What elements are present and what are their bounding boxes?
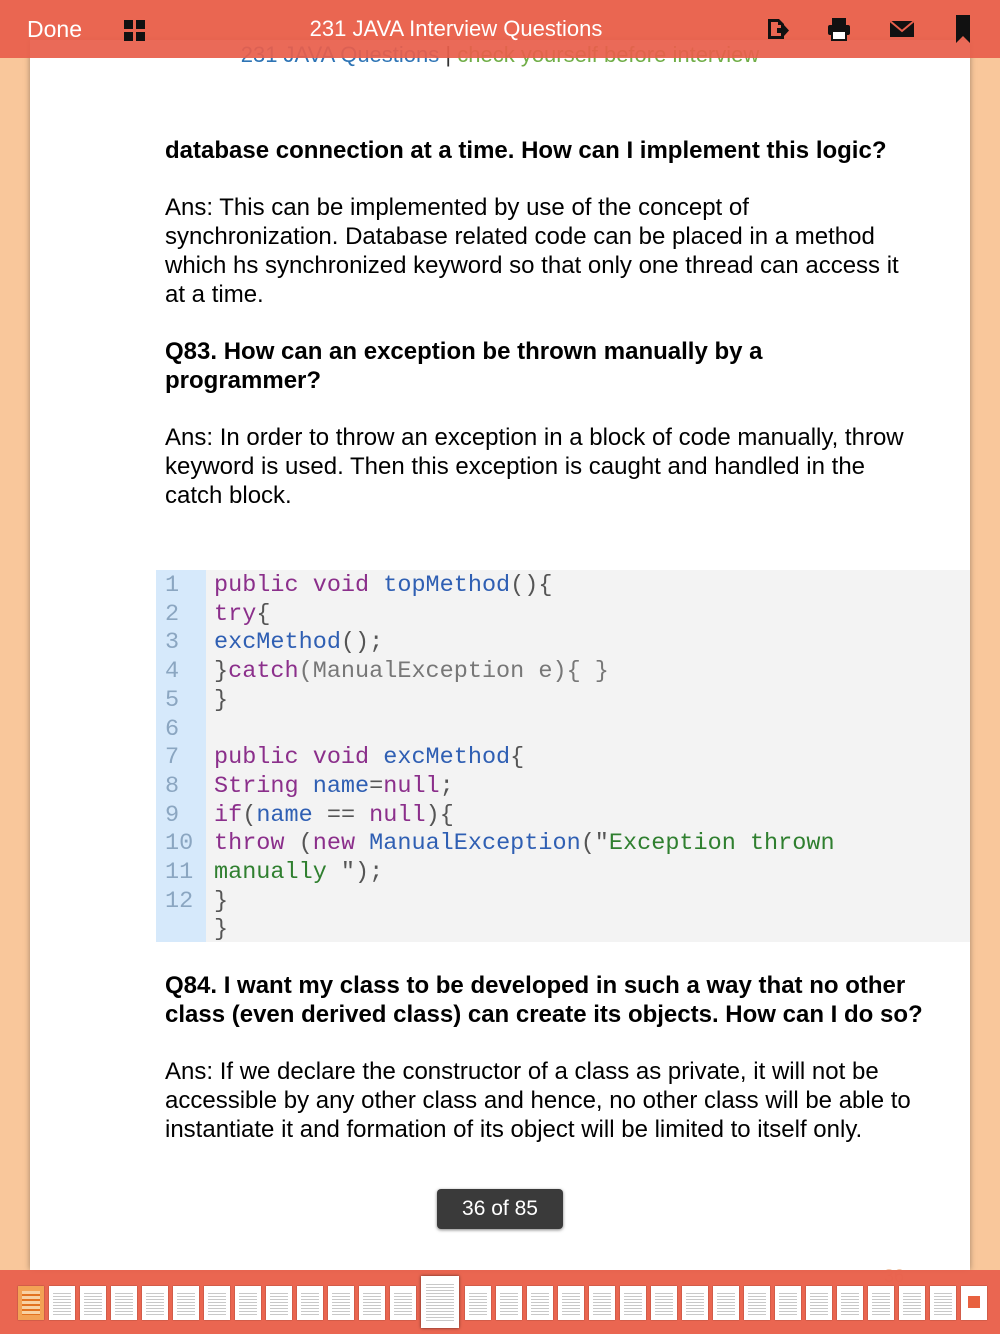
code-token: public void xyxy=(214,572,384,599)
code-token: String xyxy=(214,772,313,800)
thumbnail-preview xyxy=(872,1291,890,1315)
page-thumbnail[interactable] xyxy=(899,1286,925,1320)
thumbnail-preview xyxy=(593,1291,611,1315)
code-token: ( xyxy=(242,801,257,829)
thumbnail-preview xyxy=(239,1291,257,1315)
code-token: ; xyxy=(439,772,454,800)
page-thumbnail[interactable] xyxy=(775,1286,801,1320)
page-thumbnail[interactable] xyxy=(558,1286,584,1320)
code-text xyxy=(214,658,609,687)
code-token: try xyxy=(214,600,257,628)
page-thumbnail[interactable] xyxy=(837,1286,863,1320)
page-thumbnail[interactable] xyxy=(589,1286,615,1320)
thumbnail-preview xyxy=(779,1291,797,1315)
thumbnail-preview xyxy=(332,1291,350,1315)
thumbnail-preview xyxy=(934,1291,952,1315)
code-text xyxy=(214,888,228,917)
thumbnail-preview xyxy=(426,1282,454,1322)
code-token: public void xyxy=(214,744,384,772)
thumbnail-preview xyxy=(562,1291,580,1315)
print-icon[interactable] xyxy=(826,16,852,42)
page-thumbnail[interactable] xyxy=(496,1286,522,1320)
line-number: 7 xyxy=(165,744,180,772)
code-token: { xyxy=(510,744,525,772)
code-text xyxy=(214,830,835,859)
code-token: == xyxy=(312,801,370,829)
line-number: 4 xyxy=(165,658,180,686)
code-token: (" xyxy=(580,830,609,858)
code-token: new xyxy=(312,830,370,858)
page-thumbnail[interactable] xyxy=(806,1286,832,1320)
page-thumbnail[interactable] xyxy=(682,1286,708,1320)
thumbnail-preview xyxy=(968,1296,980,1308)
question-text: Q84. I want my class to be developed in such a way that no other class (even derived class) can create its objects. How can I do so? xyxy=(165,972,923,1028)
code-text xyxy=(214,802,454,831)
thumbnail-preview xyxy=(53,1291,71,1315)
thumbnail-preview xyxy=(208,1291,226,1315)
page-thumbnail[interactable] xyxy=(930,1286,956,1320)
thumbnail-strip[interactable] xyxy=(0,1270,1000,1334)
thumbnail-preview xyxy=(500,1291,518,1315)
thumbnail-preview xyxy=(531,1291,549,1315)
answer-text: Ans: This can be implemented by use of the concept of synchronization. Database related code can be placed in a method which hs synchronized keyword so that only one thread can access it at a time. xyxy=(165,194,899,308)
thumbnail-preview xyxy=(655,1291,673,1315)
page-thumbnail[interactable] xyxy=(111,1286,137,1320)
page-thumbnail[interactable] xyxy=(527,1286,553,1320)
thumbnail-preview xyxy=(84,1291,102,1315)
current-page-thumbnail[interactable] xyxy=(421,1276,459,1328)
bookmark-icon[interactable] xyxy=(954,14,980,40)
page-thumbnail[interactable] xyxy=(744,1286,770,1320)
thumbnail-preview xyxy=(686,1291,704,1315)
code-token: excMethod xyxy=(383,744,511,772)
mail-icon[interactable] xyxy=(889,16,915,42)
code-block xyxy=(156,570,970,942)
code-token: null xyxy=(383,772,440,800)
page-thumbnail[interactable] xyxy=(390,1286,416,1320)
code-token: throw xyxy=(214,830,299,858)
thumbnail-preview xyxy=(146,1291,164,1315)
code-text xyxy=(214,859,383,888)
question-text: Q83. How can an exception be thrown manually by a programmer? xyxy=(165,338,763,394)
line-number: 10 xyxy=(165,830,194,858)
code-token: ManualException xyxy=(369,830,581,858)
code-token: } xyxy=(214,658,229,686)
thumbnail-preview xyxy=(177,1291,195,1315)
page-thumbnail[interactable] xyxy=(328,1286,354,1320)
code-text xyxy=(214,629,383,658)
line-number: 1 xyxy=(165,572,180,599)
thumbnail-preview xyxy=(717,1291,735,1315)
page-content-bottom xyxy=(165,971,925,1172)
code-text xyxy=(214,601,270,630)
code-text xyxy=(214,744,524,773)
page-thumbnail[interactable] xyxy=(359,1286,385,1320)
line-number: 8 xyxy=(165,772,180,800)
page-thumbnail[interactable] xyxy=(235,1286,261,1320)
code-token: name xyxy=(256,801,313,829)
answer-text: Ans: If we declare the constructor of a class as private, it will not be accessible by any other class and hence, no other class will be able to instantiate it and formation of its object will be limited to itself only. xyxy=(165,1058,911,1143)
code-token: } xyxy=(214,887,229,915)
line-number: 3 xyxy=(165,629,180,657)
document-page xyxy=(30,40,970,1270)
code-token: (ManualException e){ } xyxy=(298,658,609,686)
code-text xyxy=(214,572,552,601)
thumbnail-preview xyxy=(748,1291,766,1315)
code-token: Exception thrown xyxy=(608,830,835,858)
code-token: ( xyxy=(298,830,313,858)
line-number: 2 xyxy=(165,600,180,628)
code-token: (){ xyxy=(510,572,553,599)
page-thumbnail[interactable] xyxy=(204,1286,230,1320)
thumbnail-preview xyxy=(394,1291,412,1315)
page-content-top xyxy=(165,136,925,538)
page-thumbnail[interactable] xyxy=(297,1286,323,1320)
page-indicator: 36 of 85 xyxy=(437,1189,563,1229)
code-token: topMethod xyxy=(383,572,511,599)
thumbnail-preview xyxy=(115,1291,133,1315)
thumbnail-preview xyxy=(903,1291,921,1315)
page-thumbnail[interactable] xyxy=(651,1286,677,1320)
code-token: } xyxy=(214,686,229,714)
code-text xyxy=(214,916,228,945)
line-number: 11 xyxy=(165,859,194,886)
page-thumbnail[interactable] xyxy=(266,1286,292,1320)
code-token: "); xyxy=(340,859,384,886)
page-thumbnail[interactable] xyxy=(961,1286,987,1320)
code-token: = xyxy=(369,772,384,800)
page-thumbnail[interactable] xyxy=(465,1286,491,1320)
code-token: if xyxy=(214,801,243,829)
question-text: database connection at a time. How can I implement this logic? xyxy=(165,137,887,164)
code-token: excMethod xyxy=(214,629,341,657)
page-thumbnail[interactable] xyxy=(80,1286,106,1320)
page-thumbnail[interactable] xyxy=(142,1286,168,1320)
code-token: manually xyxy=(214,859,341,886)
line-number: 9 xyxy=(165,801,180,829)
line-number: 5 xyxy=(165,686,180,714)
code-token: ){ xyxy=(425,801,454,829)
page-thumbnail[interactable] xyxy=(868,1286,894,1320)
thumbnail-preview xyxy=(301,1291,319,1315)
code-token: name xyxy=(312,772,370,800)
code-text xyxy=(214,773,454,802)
code-token: { xyxy=(256,600,271,628)
page-thumbnail[interactable] xyxy=(173,1286,199,1320)
page-thumbnail[interactable] xyxy=(713,1286,739,1320)
code-token: null xyxy=(369,801,426,829)
thumbnail-preview xyxy=(22,1291,40,1315)
export-icon[interactable] xyxy=(765,16,791,42)
top-toolbar xyxy=(0,0,1000,58)
answer-text: Ans: In order to throw an exception in a block of code manually, throw keyword is used. Then this exception is caught and handled in the catch block. xyxy=(165,424,904,509)
code-token: } xyxy=(214,916,229,944)
code-token: (); xyxy=(340,629,384,657)
page-thumbnail[interactable] xyxy=(18,1286,44,1320)
document-title: 231 JAVA Interview Questions xyxy=(309,16,603,41)
done-button[interactable]: Done xyxy=(27,16,82,42)
thumbnail-preview xyxy=(810,1291,828,1315)
line-number: 12 xyxy=(165,887,194,915)
thumbnail-preview xyxy=(363,1291,381,1315)
line-number: 6 xyxy=(165,715,180,743)
thumbnail-preview xyxy=(270,1291,288,1315)
thumbnail-preview xyxy=(841,1291,859,1315)
code-token: catch xyxy=(228,658,299,686)
page-thumbnail[interactable] xyxy=(49,1286,75,1320)
thumbnail-preview xyxy=(624,1291,642,1315)
code-text xyxy=(214,687,228,716)
page-thumbnail[interactable] xyxy=(620,1286,646,1320)
thumbnail-preview xyxy=(469,1291,487,1315)
